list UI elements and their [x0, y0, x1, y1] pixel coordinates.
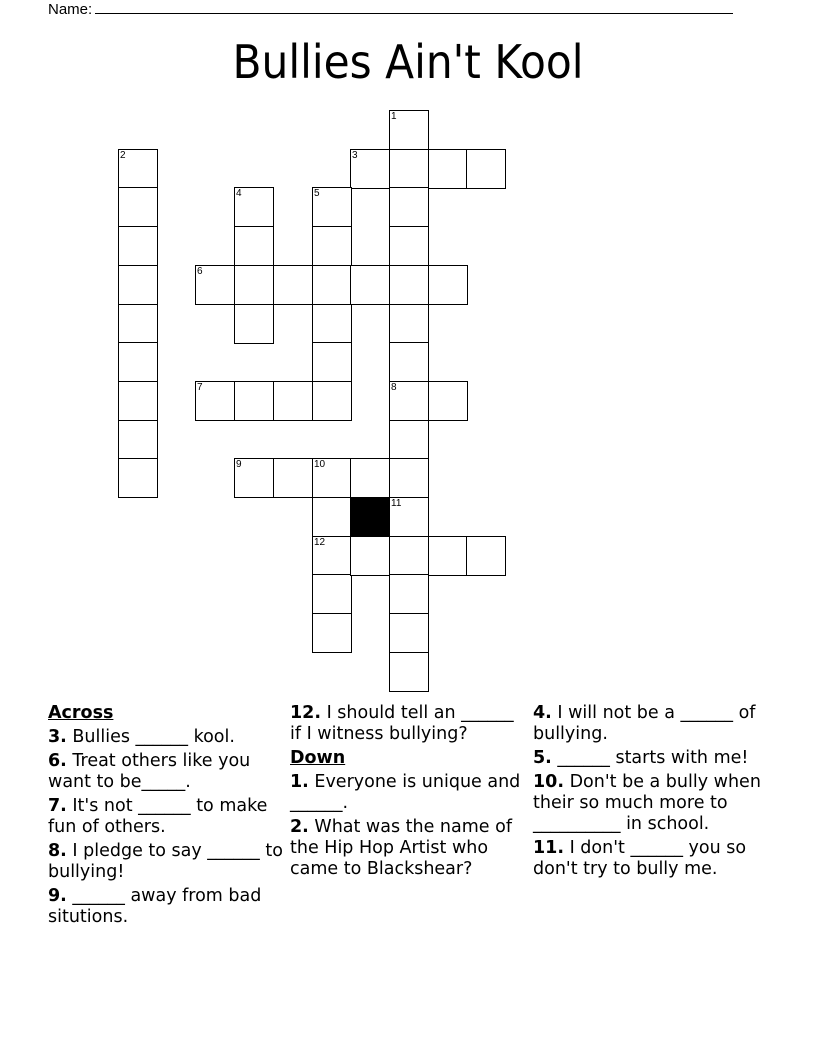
grid-cell[interactable]	[312, 226, 352, 266]
grid-cell[interactable]	[389, 304, 429, 344]
grid-cell[interactable]	[389, 420, 429, 460]
grid-cell[interactable]	[428, 265, 468, 305]
clue-text: Treat others like you want to be_____.	[48, 751, 251, 792]
grid-cell[interactable]	[118, 342, 158, 382]
grid-cell[interactable]	[466, 149, 506, 189]
grid-cell[interactable]	[273, 265, 313, 305]
grid-cell[interactable]	[389, 458, 429, 498]
grid-cell[interactable]	[312, 613, 352, 653]
clue-text: I don't ______ you so don't try to bully me.	[533, 838, 747, 879]
clue-number: 10.	[533, 772, 565, 792]
clue-number: 5.	[533, 748, 552, 768]
clue-text: It's not ______ to make fun of others.	[48, 796, 268, 837]
clue-number: 3.	[48, 727, 67, 747]
clue-across-12	[290, 703, 525, 745]
clue-number: 7.	[48, 796, 67, 816]
grid-cell[interactable]	[389, 187, 429, 227]
clue-column-2	[290, 703, 525, 883]
grid-cell[interactable]	[389, 497, 429, 537]
clue-across-6	[48, 751, 283, 793]
clue-number: 8.	[48, 841, 67, 861]
clue-text: ______ starts with me!	[551, 748, 749, 768]
clue-across-9	[48, 886, 283, 928]
clue-number: 2.	[290, 817, 309, 837]
clue-number-label: 3	[352, 150, 358, 161]
grid-cell[interactable]	[118, 304, 158, 344]
grid-cell[interactable]	[312, 458, 352, 498]
grid-cell[interactable]	[195, 265, 235, 305]
puzzle-title: Bullies Ain't Kool	[232, 35, 584, 89]
clue-number: 6.	[48, 751, 67, 771]
grid-cell[interactable]	[466, 536, 506, 576]
grid-cell[interactable]	[234, 304, 274, 344]
clue-down-5	[533, 748, 768, 769]
clue-text: I should tell an ______ if I witness bullying?	[290, 703, 514, 744]
clue-number-label: 10	[314, 459, 326, 470]
grid-cell[interactable]	[389, 652, 429, 692]
clue-down-2	[290, 817, 525, 880]
name-label: Name:	[48, 1, 93, 18]
clue-number-label: 7	[197, 382, 203, 393]
grid-cell[interactable]	[312, 304, 352, 344]
grid-cell[interactable]	[234, 226, 274, 266]
clue-text: Bullies ______ kool.	[66, 727, 235, 747]
grid-cell[interactable]	[389, 342, 429, 382]
grid-cell[interactable]	[350, 149, 390, 189]
clue-number-label: 8	[391, 382, 397, 393]
grid-cell[interactable]	[118, 187, 158, 227]
clue-number-label: 2	[120, 150, 126, 161]
grid-cell[interactable]	[389, 226, 429, 266]
clue-number-label: 4	[236, 188, 242, 199]
grid-cell[interactable]	[312, 342, 352, 382]
grid-cell[interactable]	[312, 187, 352, 227]
across-heading: Across	[48, 703, 114, 723]
clue-column-1	[48, 703, 283, 931]
grid-cell[interactable]	[312, 536, 352, 576]
clue-column-3	[533, 703, 768, 883]
grid-cell[interactable]	[118, 381, 158, 421]
clue-text: Everyone is unique and ______.	[290, 772, 521, 813]
grid-cell[interactable]	[312, 497, 352, 537]
clue-number-label: 11	[391, 498, 402, 509]
clue-down-4	[533, 703, 768, 745]
clue-across-8	[48, 841, 283, 883]
grid-cell[interactable]	[234, 381, 274, 421]
grid-cell[interactable]	[389, 536, 429, 576]
grid-cell[interactable]	[389, 265, 429, 305]
clue-number: 9.	[48, 886, 67, 906]
grid-cell[interactable]	[118, 149, 158, 189]
clue-number-label: 6	[197, 266, 203, 277]
clue-number-label: 1	[391, 111, 397, 122]
clue-text: Don't be a bully when their so much more to __________ in school.	[533, 772, 761, 834]
clue-number-label: 12	[314, 537, 326, 548]
grid-cell[interactable]	[389, 574, 429, 614]
grid-cell[interactable]	[312, 574, 352, 614]
clue-number: 4.	[533, 703, 552, 723]
grid-cell[interactable]	[389, 381, 429, 421]
clue-down-10	[533, 772, 768, 835]
grid-cell[interactable]	[312, 265, 352, 305]
grid-cell[interactable]	[350, 458, 390, 498]
clue-down-1	[290, 772, 525, 814]
grid-cell[interactable]	[350, 265, 390, 305]
grid-cell[interactable]	[234, 265, 274, 305]
clue-text: I pledge to say ______ to bullying!	[48, 841, 283, 882]
grid-cell[interactable]	[428, 381, 468, 421]
grid-cell[interactable]	[312, 381, 352, 421]
clue-number-label: 9	[236, 459, 242, 470]
grid-cell[interactable]	[118, 420, 158, 460]
clue-number: 12.	[290, 703, 322, 723]
grid-cell[interactable]	[428, 149, 468, 189]
clue-text: What was the name of the Hip Hop Artist who came to Blackshear?	[290, 817, 512, 879]
grid-cell[interactable]	[118, 458, 158, 498]
grid-cell[interactable]	[273, 458, 313, 498]
grid-cell[interactable]	[234, 187, 274, 227]
clue-number-label: 5	[314, 188, 320, 199]
grid-cell[interactable]	[195, 381, 235, 421]
grid-cell[interactable]	[428, 536, 468, 576]
grid-cell[interactable]	[273, 381, 313, 421]
grid-cell[interactable]	[350, 536, 390, 576]
grid-cell[interactable]	[389, 110, 429, 150]
grid-cell[interactable]	[118, 265, 158, 305]
clue-down-11	[533, 838, 768, 880]
clue-number: 1.	[290, 772, 309, 792]
down-heading: Down	[290, 748, 346, 768]
clue-across-3	[48, 727, 283, 748]
clue-number: 11.	[533, 838, 565, 858]
grid-cell[interactable]	[389, 149, 429, 189]
grid-cell[interactable]	[118, 226, 158, 266]
clue-across-7	[48, 796, 283, 838]
grid-cell[interactable]	[389, 613, 429, 653]
blocked-cell	[350, 497, 390, 537]
grid-cell[interactable]	[234, 458, 274, 498]
clue-text: ______ away from bad situtions.	[48, 886, 262, 927]
clue-text: I will not be a ______ of bullying.	[533, 703, 756, 744]
